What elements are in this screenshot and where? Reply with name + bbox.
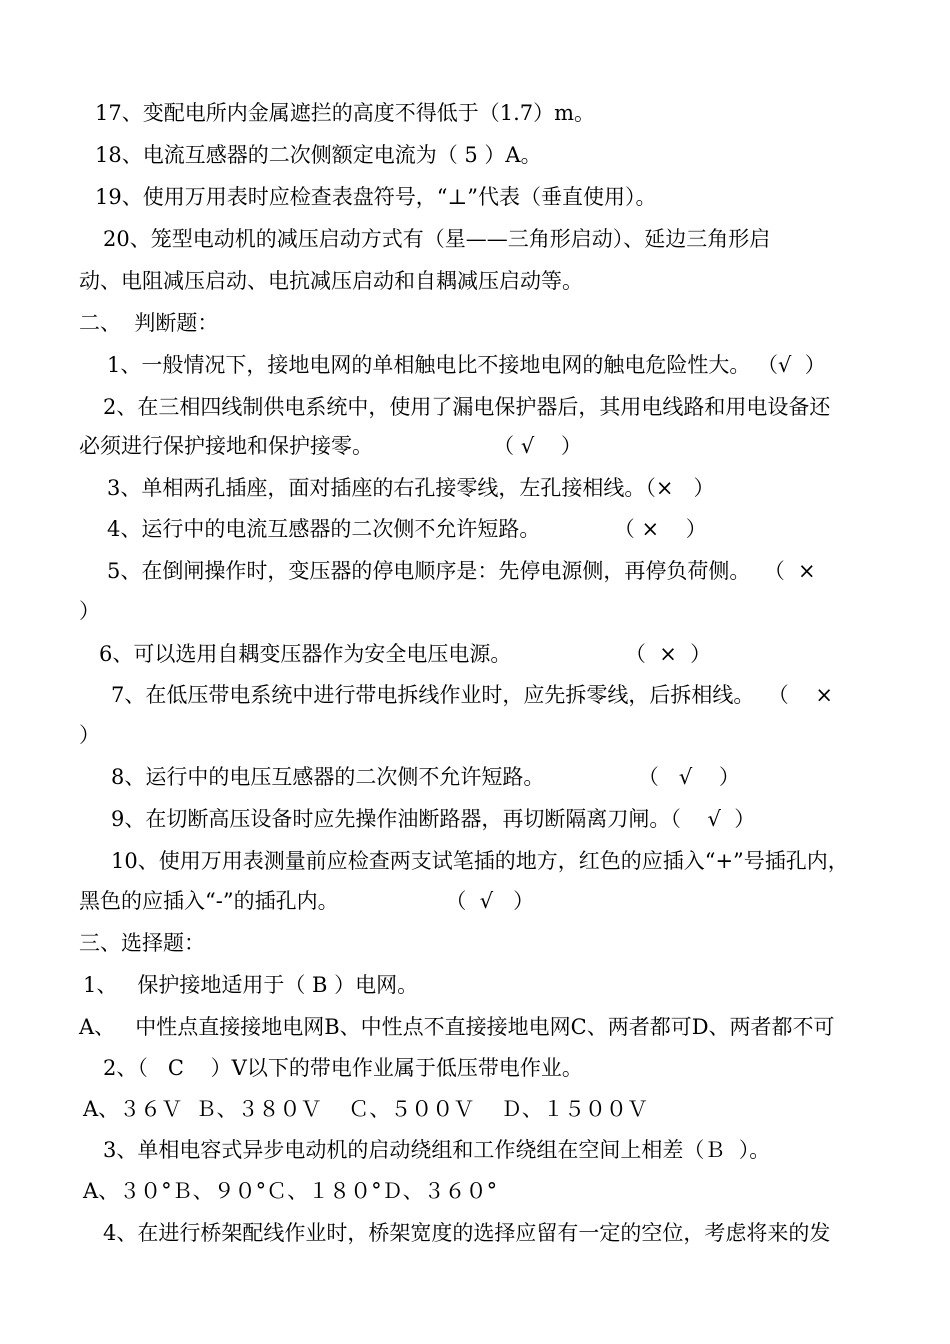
judgement-item-1: 1、一般情况下，接地电网的单相触电比不接地电网的触电危险性大。 （√ ） — [107, 353, 826, 377]
judgement-item-5-line-2: ） — [79, 599, 100, 623]
judgement-item-6: 6、可以选用自耦变压器作为安全电压电源。 （ × ） — [99, 642, 712, 666]
choice-item-3-options: A、３０°Ｂ、９０°Ｃ、１８０°Ｄ、３６０° — [83, 1179, 498, 1203]
choice-item-3-question: 3、单相电容式异步电动机的启动绕组和工作绕组在空间上相差（Ｂ ）。 — [103, 1138, 771, 1162]
judgement-item-2-line-1: 2、在三相四线制供电系统中，使用了漏电保护器后，其用电线路和用电设备还 — [103, 395, 831, 419]
judgement-item-10-line-1: 10、使用万用表测量前应检查两支试笔插的地方，红色的应插入“+”号插孔内， — [111, 849, 849, 873]
judgement-item-10-line-2: 黑色的应插入“-”的插孔内。 （ √ ） — [79, 889, 535, 913]
judgement-item-2-line-2: 必须进行保护接地和保护接零。 （ √ ） — [79, 434, 582, 458]
judgement-item-8: 8、运行中的电压互感器的二次侧不允许短路。 （ √ ） — [111, 765, 740, 789]
choice-item-2-options: A、３６Ｖ Ｂ、３８０Ｖ Ｃ、５００Ｖ Ｄ、１５００Ｖ — [83, 1097, 648, 1121]
judgement-item-7-line-2: ） — [79, 723, 100, 747]
choice-item-2-question: 2、（ C ）V以下的带电作业属于低压带电作业。 — [103, 1056, 583, 1080]
judgement-item-4: 4、运行中的电流互感器的二次侧不允许短路。 （ × ） — [107, 517, 707, 541]
item-20-line-2: 动、电阻减压启动、电抗减压启动和自耦减压启动等。 — [79, 269, 583, 293]
judgement-item-3: 3、单相两孔插座，面对插座的右孔接零线，左孔接相线。（× ） — [107, 476, 715, 500]
judgement-item-7-line-1: 7、在低压带电系统中进行带电拆线作业时，应先拆零线，后拆相线。 （ × — [111, 683, 834, 707]
item-19: 19、使用万用表时应检查表盘符号，“⊥”代表（垂直使用）。 — [95, 185, 657, 209]
section-heading-judgement: 二、 判断题： — [79, 311, 219, 335]
judgement-item-5-line-1: 5、在倒闸操作时，变压器的停电顺序是：先停电源侧，再停负荷侧。 （ × — [107, 559, 816, 583]
choice-item-1-question: 1、 保护接地适用于（ B ）电网。 — [83, 973, 419, 997]
item-17: 17、变配电所内金属遮拦的高度不得低于（1.7）m。 — [95, 101, 596, 125]
item-20-line-1: 20、笼型电动机的减压启动方式有（星——三角形启动）、延边三角形启 — [103, 227, 771, 251]
item-18: 18、电流互感器的二次侧额定电流为（ 5 ）A。 — [95, 143, 542, 167]
judgement-item-9: 9、在切断高压设备时应先操作油断路器，再切断隔离刀闸。（ √ ） — [111, 807, 756, 831]
choice-item-1-options: A、 中性点直接接地电网B、中性点不直接接地电网C、两者都可D、两者都不可 — [79, 1015, 835, 1039]
choice-item-4-question: 4、在进行桥架配线作业时，桥架宽度的选择应留有一定的空位，考虑将来的发 — [103, 1221, 831, 1245]
section-heading-choice: 三、选择题： — [79, 931, 205, 955]
